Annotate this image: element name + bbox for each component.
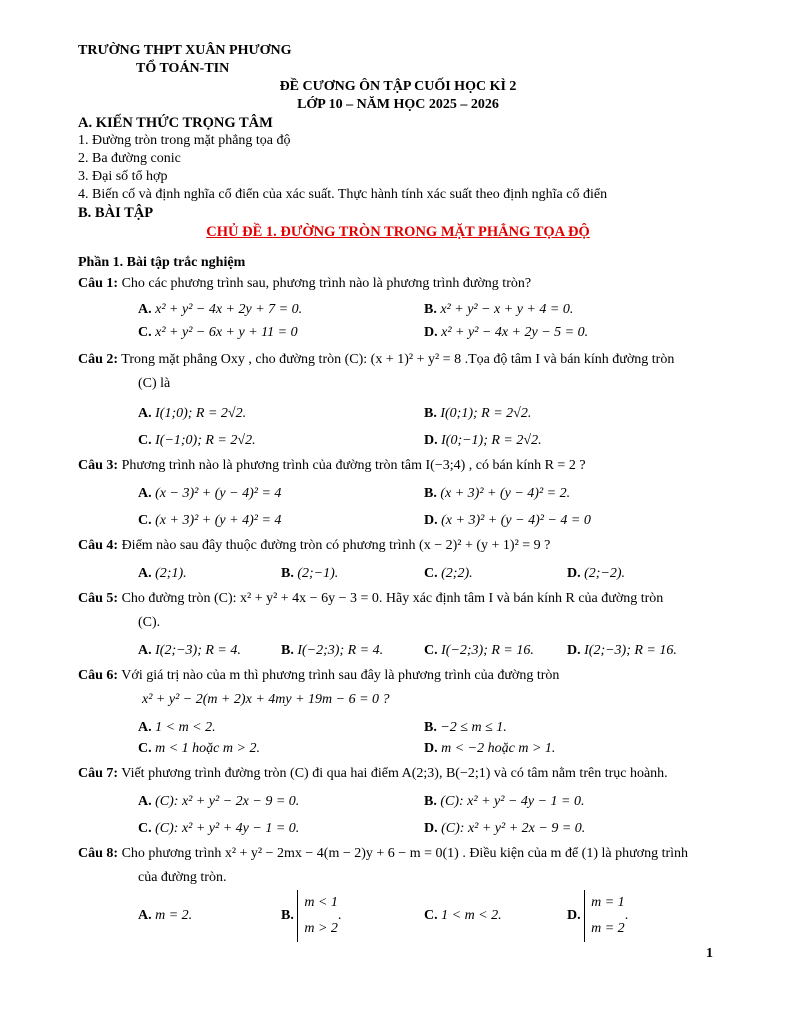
page-number: 1 [706,946,713,961]
options-row [138,735,718,762]
option-a[interactable]: A. x² + y² − 4x + 2y + 7 = 0. [138,302,303,317]
options-row [138,480,718,507]
option-b[interactable]: B. x² + y² − x + y + 4 = 0. [424,302,574,317]
question-label: Câu 2: [78,352,119,367]
question-8 [78,842,718,866]
question-text: Trong mặt phẳng Oxy , cho đường tròn (C): (x + 1)² + y² = 8 .Tọa độ tâm I và bán kính đường tròn [118,352,675,367]
option-b[interactable]: B. −2 ≤ m ≤ 1. [424,720,507,735]
question-label: Câu 3: [78,458,119,473]
department-name: TỔ TOÁN-TIN [136,61,230,76]
question-label: Câu 7: [78,766,119,781]
school-name: TRƯỜNG THPT XUÂN PHƯƠNG [78,43,292,58]
question-text: Với giá trị nào của m thì phương trình sau đây là phương trình của đường tròn [118,668,560,683]
option-a[interactable]: A. (C): x² + y² − 2x − 9 = 0. [138,794,300,809]
document-subtitle: LỚP 10 – NĂM HỌC 2025 – 2026 [297,97,499,112]
section-a-item: 1. Đường tròn trong mặt phẳng tọa độ [78,133,291,148]
option-c[interactable]: C. I(−2;3); R = 16. [424,643,534,658]
document-page [78,42,718,942]
question-1 [78,272,718,296]
option-a[interactable]: A. (x − 3)² + (y − 4)² = 4 [138,486,282,501]
options-row [138,815,718,842]
option-d[interactable]: D. (2;−2). [567,566,626,581]
options-row [138,637,718,664]
option-b[interactable]: B. (x + 3)² + (y − 4)² = 2. [424,486,571,501]
equation-system: m = 1 m = 2 [584,890,625,942]
question-text: Cho các phương trình sau, phương trình nào là phương trình đường tròn? [118,276,532,291]
question-continuation: (C) là [138,376,171,391]
option-c[interactable]: C. I(−1;0); R = 2√2. [138,433,256,448]
question-text: Phương trình nào là phương trình của đường tròn tâm I(−3;4) , có bán kính R = 2 ? [118,458,586,473]
option-d[interactable]: D. I(0;−1); R = 2√2. [424,433,542,448]
section-a-item: 2. Ba đường conic [78,151,181,166]
option-d[interactable]: D. (C): x² + y² + 2x − 9 = 0. [424,821,586,836]
option-d[interactable]: D. m < −2 hoặc m > 1. [424,741,556,756]
option-c[interactable]: C. 1 < m < 2. [424,908,502,923]
options-row [138,319,718,346]
options-row [138,560,718,587]
options-row [138,788,718,815]
option-b[interactable]: B. I(−2;3); R = 4. [281,643,384,658]
question-text: Điểm nào sau đây thuộc đường tròn có phương trình (x − 2)² + (y + 1)² = 9 ? [118,538,551,553]
option-c[interactable]: C. (x + 3)² + (y + 4)² = 4 [138,513,282,528]
question-continuation: (C). [138,615,161,630]
question-label: Câu 4: [78,538,119,553]
option-a[interactable]: A. 1 < m < 2. [138,720,216,735]
question-3 [78,454,718,478]
part-heading: Phần 1. Bài tập trắc nghiệm [78,255,246,270]
question-continuation: của đường tròn. [138,870,227,885]
option-b[interactable]: B. (2;−1). [281,566,339,581]
option-d[interactable]: D. I(2;−3); R = 16. [567,643,677,658]
option-a[interactable]: A. (2;1). [138,566,187,581]
question-7 [78,762,718,786]
section-a-title: A. KIẾN THỨC TRỌNG TÂM [78,115,273,131]
question-text: Viết phương trình đường tròn (C) đi qua hai điểm A(2;3), B(−2;1) và có tâm nằm trên trục hoành. [118,766,668,781]
options-row [138,427,718,454]
option-c[interactable]: C. m < 1 hoặc m > 2. [138,741,260,756]
question-label: Câu 5: [78,591,119,606]
option-c[interactable]: C. (C): x² + y² + 4y − 1 = 0. [138,821,300,836]
option-c[interactable]: C. x² + y² − 6x + y + 11 = 0 [138,325,298,340]
question-6 [78,664,718,688]
option-b[interactable]: B. I(0;1); R = 2√2. [424,406,532,421]
option-a[interactable]: A. I(1;0); R = 2√2. [138,406,247,421]
options-row [138,400,718,427]
section-a-item: 4. Biến cố và định nghĩa cổ điển của xác suất. Thực hành tính xác suất theo định nghĩa cổ điển [78,187,608,202]
question-2 [78,348,718,372]
options-row [138,507,718,534]
option-d[interactable]: D. (x + 3)² + (y − 4)² − 4 = 0 [424,513,591,528]
question-5 [78,587,718,611]
inequality-system: m < 1 m > 2 [297,890,338,942]
document-title: ĐỀ CƯƠNG ÔN TẬP CUỐI HỌC KÌ 2 [279,79,517,94]
option-d[interactable]: D. x² + y² − 4x + 2y − 5 = 0. [424,325,589,340]
question-4 [78,534,718,558]
question-text: Cho phương trình x² + y² − 2mx − 4(m − 2)y + 6 − m = 0(1) . Điều kiện của m để (1) là phương trình [118,846,689,861]
option-c[interactable]: C. (2;2). [424,566,473,581]
question-label: Câu 6: [78,668,119,683]
section-b-title: B. BÀI TẬP [78,205,154,221]
option-a[interactable]: A. m = 2. [138,908,193,923]
question-label: Câu 8: [78,846,119,861]
question-text: Cho đường tròn (C): x² + y² + 4x − 6y − 3 = 0. Hãy xác định tâm I và bán kính R của đường tròn [118,591,664,606]
section-a-item: 3. Đại số tổ hợp [78,169,168,184]
topic-heading: CHỦ ĐỀ 1. ĐƯỜNG TRÒN TRONG MẶT PHẲNG TỌA ĐỘ [206,224,590,240]
option-a[interactable]: A. I(2;−3); R = 4. [138,643,241,658]
question-label: Câu 1: [78,276,119,291]
option-d[interactable]: D. m = 1 m = 2. [567,890,710,942]
question-continuation: x² + y² − 2(m + 2)x + 4my + 19m − 6 = 0 ? [142,692,390,707]
option-b[interactable]: B. (C): x² + y² − 4y − 1 = 0. [424,794,585,809]
option-b[interactable]: B. m < 1 m > 2. [281,890,424,942]
options-row [138,890,718,942]
